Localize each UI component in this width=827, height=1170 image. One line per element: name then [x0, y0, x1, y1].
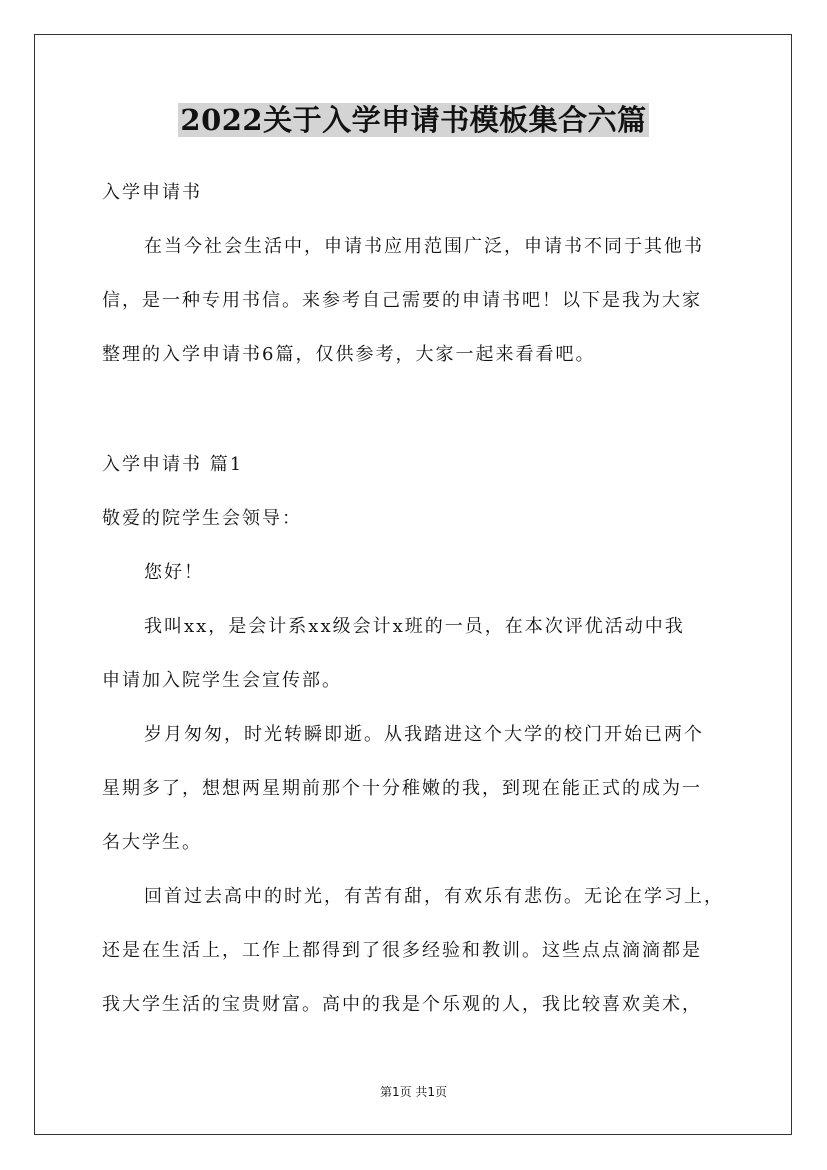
paragraph-line: 我叫xx，是会计系xx级会计x班的一员，在本次评优活动中我	[144, 616, 685, 637]
greeting: 您好！	[144, 562, 204, 583]
section-heading: 入学申请书	[102, 182, 202, 203]
salutation: 敬爱的院学生会领导：	[102, 508, 302, 529]
paragraph-line: 岁月匆匆，时光转瞬即逝。从我踏进这个大学的校门开始已两个	[144, 724, 704, 745]
section-heading: 入学申请书 篇1	[102, 454, 244, 475]
paragraph-line: 还是在生活上，工作上都得到了很多经验和教训。这些点点滴滴都是	[102, 940, 702, 961]
paragraph-line: 名大学生。	[102, 832, 202, 853]
page-number: 第1页 共1页	[379, 1085, 448, 1099]
paragraph-line: 在当今社会生活中，申请书应用范围广泛，申请书不同于其他书	[144, 236, 704, 257]
paragraph-line: 星期多了，想想两星期前那个十分稚嫩的我，到现在能正式的成为一	[102, 778, 702, 799]
document-title	[0, 100, 827, 140]
paragraph-line: 我大学生活的宝贵财富。高中的我是个乐观的人，我比较喜欢美术，	[102, 994, 702, 1015]
paragraph-line: 信，是一种专用书信。来参考自己需要的申请书吧！以下是我为大家	[102, 290, 702, 311]
page-footer	[0, 1084, 827, 1100]
paragraph-line: 回首过去高中的时光，有苦有甜，有欢乐有悲伤。无论在学习上，	[144, 886, 724, 907]
title-text: 2022关于入学申请书模板集合六篇	[180, 103, 647, 137]
paragraph-line: 整理的入学申请书6篇，仅供参考，大家一起来看看吧。	[102, 344, 596, 365]
paragraph-line: 申请加入院学生会宣传部。	[102, 670, 342, 691]
